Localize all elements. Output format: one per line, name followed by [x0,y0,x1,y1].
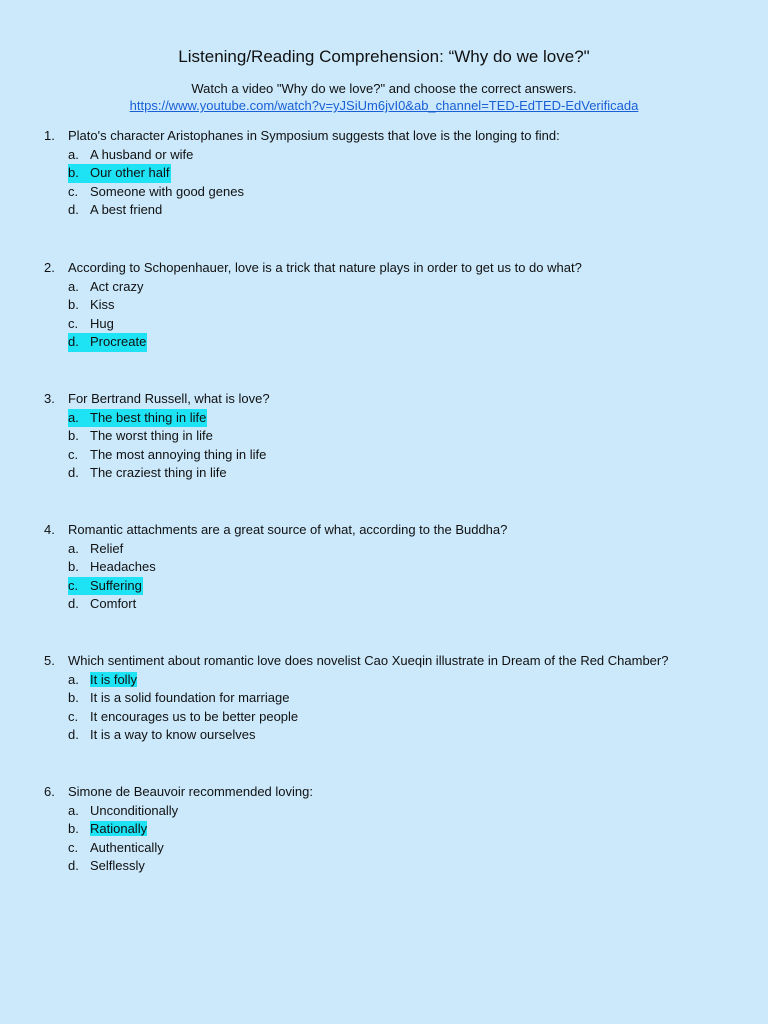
question-line [44,652,744,671]
answer-option[interactable] [68,558,744,577]
option-letter: b. [68,690,79,705]
answer-option-content [68,689,290,708]
question-number: 3. [44,391,55,406]
question-text: Which sentiment about romantic love does novelist Cao Xueqin illustrate in Dream of the Red Chamber? [68,653,669,668]
option-letter: a. [68,278,79,294]
answer-option-content [68,857,146,876]
video-link-container [0,97,768,114]
answer-option-content [68,708,299,727]
option-text: Rationally [90,821,148,836]
answer-option[interactable] [68,839,744,858]
answer-option[interactable] [68,446,744,465]
option-text: Selflessly [90,858,145,873]
option-text: Authentically [90,839,164,855]
option-list [68,671,744,745]
option-letter: d. [68,465,79,480]
option-text: Comfort [90,596,137,611]
answer-option[interactable] [68,201,744,220]
option-text: The most annoying thing in life [90,446,267,462]
answer-option[interactable] [68,802,744,821]
option-text: Procreate [90,334,147,349]
option-list [68,802,744,876]
option-list [68,146,744,220]
question-item [44,259,744,352]
answer-option[interactable] [68,409,744,428]
question-number: 6. [44,784,55,799]
option-letter: c. [68,577,79,593]
question-number: 4. [44,522,55,537]
option-text: Kiss [90,297,115,312]
answer-option-content [68,446,267,465]
answer-option[interactable] [68,689,744,708]
option-letter: d. [68,202,79,217]
answer-option[interactable] [68,278,744,297]
option-letter: a. [68,146,79,162]
question-item [44,390,744,483]
answer-option[interactable] [68,671,744,690]
option-text: The best thing in life [90,409,207,425]
option-text: Suffering [90,577,142,593]
option-letter: c. [68,839,79,855]
option-list [68,278,744,352]
selected-answer-highlight [68,820,148,839]
answer-option-content [68,278,144,297]
option-text: Headaches [90,559,156,574]
question-line [44,521,744,540]
selected-answer-highlight [68,409,207,428]
option-text: The craziest thing in life [90,465,227,480]
answer-option[interactable] [68,146,744,165]
video-link[interactable]: https://www.youtube.com/watch?v=yJSiUm6jvI0&ab_channel=TED-EdTED-EdVerificada [129,98,639,113]
answer-option-content [68,296,116,315]
question-line [44,127,744,146]
option-text: It is a solid foundation for marriage [90,690,290,705]
option-text: It is folly [90,671,137,687]
answer-option-content [68,802,179,821]
option-letter: b. [68,821,79,836]
question-text: Simone de Beauvoir recommended loving: [68,784,313,799]
option-list [68,540,744,614]
question-item [44,783,744,876]
option-text: Our other half [90,165,170,180]
option-letter: a. [68,671,79,687]
answer-option[interactable] [68,820,744,839]
answer-option-content [68,427,214,446]
answer-option[interactable] [68,540,744,559]
option-letter: d. [68,334,79,349]
answer-option-content [68,726,256,745]
option-letter: a. [68,409,79,425]
option-text: Someone with good genes [90,183,244,199]
answer-option-content [68,839,165,858]
answer-option-content [68,183,245,202]
answer-option-content [68,201,163,220]
question-item [44,521,744,614]
option-text: A best friend [90,202,163,217]
instructions: Watch a video "Why do we love?" and choose the correct answers. [191,81,577,96]
option-letter: c. [68,183,79,199]
answer-option-content [68,540,124,559]
option-letter: b. [68,165,79,180]
option-text: It is a way to know ourselves [90,727,256,742]
question-text: Romantic attachments are a great source of what, according to the Buddha? [68,522,508,537]
selected-answer-highlight [68,164,171,183]
page-title: Listening/Reading Comprehension: “Why do we love?" [178,47,590,66]
answer-option[interactable] [68,577,744,596]
answer-option-content [68,595,137,614]
question-line [44,259,744,278]
question-text: Plato's character Aristophanes in Symposium suggests that love is the longing to find: [68,128,560,143]
option-letter: d. [68,727,79,742]
answer-option-content [68,146,194,165]
question-number: 2. [44,260,55,275]
option-letter: d. [68,596,79,611]
option-text: Unconditionally [90,802,179,818]
question-line [44,390,744,409]
answer-option[interactable] [68,708,744,727]
option-text: Act crazy [90,278,144,294]
option-letter: b. [68,297,79,312]
option-text: It encourages us to be better people [90,708,299,724]
answer-option-content [68,315,115,334]
selected-answer-highlight [68,333,147,352]
option-letter: d. [68,858,79,873]
option-letter: a. [68,540,79,556]
answer-option[interactable] [68,595,744,614]
option-letter: b. [68,428,79,443]
option-list [68,409,744,483]
question-item [44,652,744,745]
question-line [44,783,744,802]
option-text: The worst thing in life [90,428,213,443]
answer-option[interactable] [68,427,744,446]
option-text: Hug [90,315,114,331]
selected-answer-highlight [68,577,143,596]
selected-answer-highlight [68,671,138,690]
question-item [44,127,744,220]
answer-option[interactable] [68,315,744,334]
question-text: For Bertrand Russell, what is love? [68,391,270,406]
answer-option[interactable] [68,333,744,352]
answer-option[interactable] [68,857,744,876]
answer-option[interactable] [68,183,744,202]
option-letter: b. [68,559,79,574]
option-text: Relief [90,540,124,556]
question-text: According to Schopenhauer, love is a trick that nature plays in order to get us to do what? [68,260,582,275]
answer-option[interactable] [68,296,744,315]
option-letter: a. [68,802,79,818]
option-letter: c. [68,708,79,724]
answer-option[interactable] [68,464,744,483]
option-letter: c. [68,315,79,331]
answer-option[interactable] [68,726,744,745]
question-number: 5. [44,653,55,668]
option-letter: c. [68,446,79,462]
answer-option-content [68,558,157,577]
option-text: A husband or wife [90,146,194,162]
answer-option-content [68,464,228,483]
question-number: 1. [44,128,55,143]
answer-option[interactable] [68,164,744,183]
